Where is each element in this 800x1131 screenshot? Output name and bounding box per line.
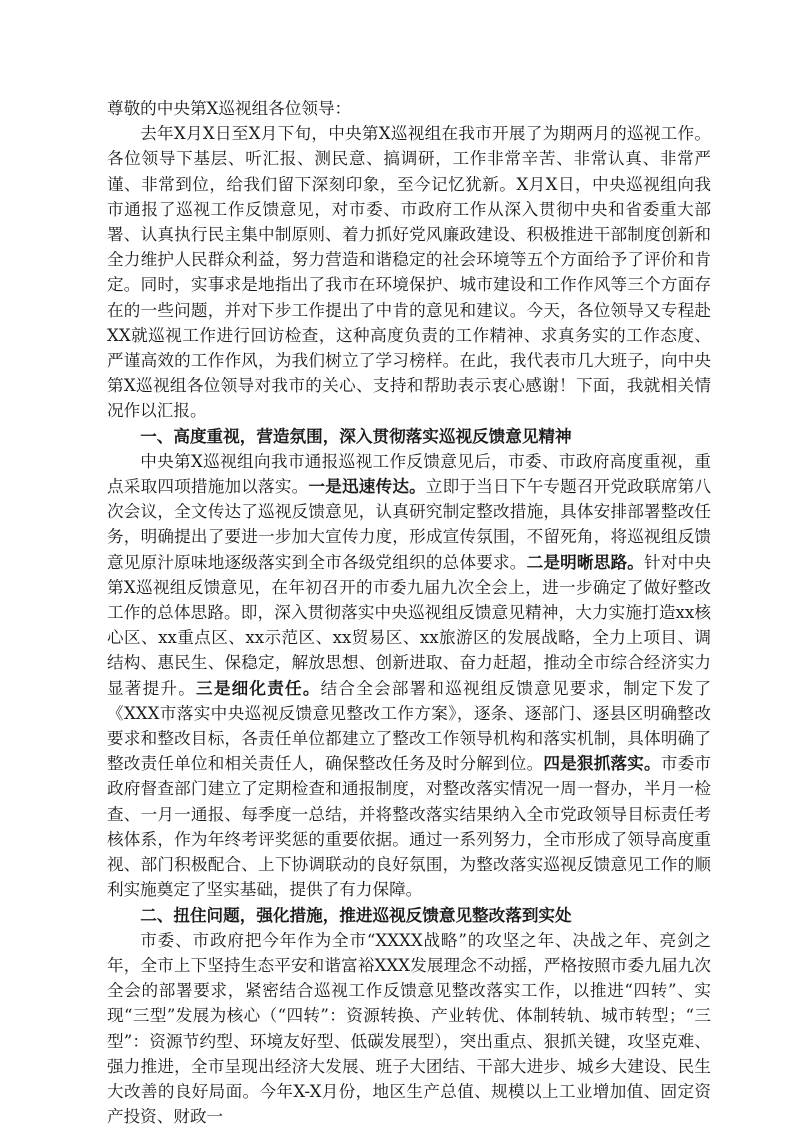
section-1-heading: 一、高度重视，营造氛围，深入贯彻落实巡视反馈意见精神 xyxy=(140,425,572,446)
measure-1-lead: 一是迅速传达。 xyxy=(308,476,426,497)
measure-4-lead: 四是狠抓落实。 xyxy=(543,753,661,774)
intro-paragraph: 去年X月X日至X月下旬，中央第X巡视组在我市开展了为期两月的巡视工作。各位领导下基层、听汇报、测民意、搞调研，工作非常辛苦、非常认真、非常严谨、非常到位，给我们留下深刻印象，至今记忆犹新。X月X日，中央巡视组向我市通报了巡视工作反馈意见，对市委、市政府工作从深入贯彻中央和省委重大部署、认真执行民主集中制原则、着力抓好党风廉政建设、积极推进干部制度创新和全力维护人民群众利益，努力营造和谐稳定的社会环境等五个方面给予了评价和肯定。同时，实事求是地指出了我市在环境保护、城市建设和工作作风等三个方面存在的一些问题，并对下步工作提出了中肯的意见和建议。今天，各位领导又专程赴XX就巡视工作进行回访检查，这种高度负责的工作精神、求真务实的工作态度、严谨高效的工作作风，为我们树立了学习榜样。在此，我代表市几大班子，向中央第X巡视组各位领导对我市的关心、支持和帮助表示衷心感谢！下面，我就相关情况作以汇报。 xyxy=(107,124,711,421)
section-2-heading: 二、扭住问题，强化措施，推进巡视反馈意见整改落到实处 xyxy=(140,904,572,925)
greeting-line: 尊敬的中央第X巡视组各位领导： xyxy=(107,99,352,118)
section-1-text-c: 针对中央第X巡视组反馈意见，在年初召开的市委九届九次全会上，进一步确定了做好整改工作的总体思路。即，深入贯彻落实中央巡视组反馈意见精神，大力实施打造xx核心区、xx重点区、xx示范区、xx贸易区、xx旅游区的发展战略，全力上项目、调结构、惠民生、保稳定，解放思想、创新进取、奋力赶超，推动全市综合经济实力显著提升。 xyxy=(107,552,712,698)
section-1-text-b: 立即于当日下午专题召开党政联席第八次会议，全文传达了巡视反馈意见，认真研究制定整改措施，具体安排部署整改任务，明确提出了要进一步加大宣传力度，形成宣传氛围，不留死角，将巡视组反馈意见原汁原味地逐级落实到全市各级党组织的总体要求。 xyxy=(107,477,712,572)
section-1-paragraph xyxy=(107,449,711,903)
measure-3-lead: 三是细化责任。 xyxy=(196,677,321,698)
section-1-text-d: 结合全会部署和巡视组反馈意见要求，制定下发了《XXX市落实中央巡视反馈意见整改工作方案》，逐条、逐部门、逐县区明确整改要求和整改目标，各责任单位都建立了整改工作领导机构和落实机制，具体明确了整改责任单位和相关责任人，确保整改任务及时分解到位。 xyxy=(107,678,712,774)
section-1-text-e: 市委市政府督查部门建立了定期检查和通报制度，对整改落实情况一周一督办，半月一检查、一月一通报、每季度一总结，并将整改落实结果纳入全市党政领导目标责任考核体系，作为年终考评奖惩的重要依据。通过一系列努力，全市形成了领导高度重视、部门积极配合、上下协调联动的良好氛围，为整改落实巡视反馈意见工作的顺利实施奠定了坚实基础，提供了有力保障。 xyxy=(107,754,712,900)
document-page xyxy=(107,96,711,1129)
section-2-paragraph: 市委、市政府把今年作为全市“XXXX战略”的攻坚之年、决战之年、亮剑之年，全市上下坚持生态平安和谐富裕XXX发展理念不动摇，严格按照市委九届九次全会的部署要求，紧密结合巡视工作反馈意见整改落实工作，以推进“四转”、实现“三型”发展为核心（“四转”：资源转换、产业转优、体制转轨、城市转型；“三型”：资源节约型、环境友好型、低碳发展型），突出重点、狠抓关键，攻坚克难、强力推进，全市呈现出经济大发展、班子大团结、干部大进步、城乡大建设、民生大改善的良好局面。今年X-X月份，地区生产总值、规模以上工业增加值、固定资产投资、财政一 xyxy=(107,930,711,1127)
measure-2-lead: 二是明晰思路。 xyxy=(526,551,645,572)
section-1-text-a: 中央第X巡视组向我市通报巡视工作反馈意见后，市委、市政府高度重视，重点采取四项措施加以落实。 xyxy=(107,451,711,497)
